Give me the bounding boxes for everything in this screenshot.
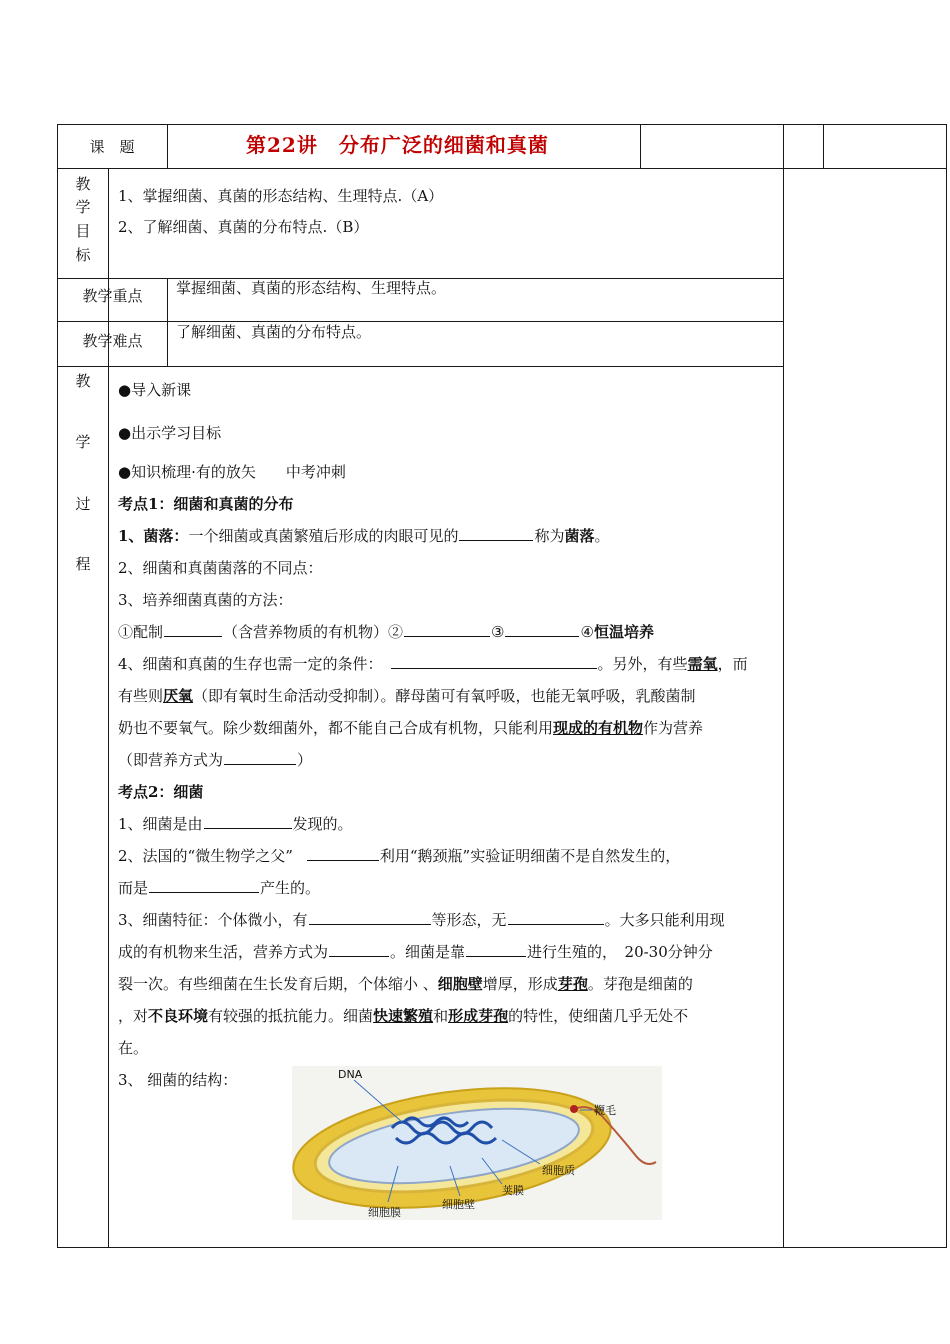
s2-line-8: 在。	[118, 1039, 149, 1057]
s2-line-9: 3、 细菌的结构：	[118, 1071, 238, 1089]
s2-line-5: 成的有机物来生活，营养方式为 。细菌是靠 进行生殖的， 20-30分钟分	[118, 943, 713, 961]
bacteria-diagram	[292, 1066, 662, 1220]
difficulty-text: 了解细菌、真菌的分布特点。	[176, 323, 372, 341]
difficulty-label: 教学难点	[82, 332, 143, 350]
page: 课 题 第22讲 分布广泛的细菌和真菌 教 学 目 标 1、掌握细菌、真菌的形态结构、生理特点.（A） 2、了解细菌、真菌的分布特点.（B） 教学重点 掌握细菌、真菌的形态结构、生理特点。 教学难点 了解细菌、真菌的分布特点。 教 学 过 程 ●导入新课 ●出示学习目标 ●知识梳理·有的放矢 中考冲刺 考点1：细菌和真菌的分布 1、菌落：一个细菌或真菌繁殖后形成的肉眼可见的 称为菌落。 2、细菌和真菌菌落的不同点： 3、培养细菌真菌的方法： ①配制 （含营养物质的有机物）② ③ ④恒温培养 4、细菌和真菌的生存也需一定的条件： 。另外，有些需氧，而 有些则厌氧（即有氧时生命活动受抑制）。酵母菌可有氧呼吸，也能无氧呼吸，乳酸菌制 奶也不要氧气。除少数细菌外，都不能自己合成有机物，只能利用现成的有机物作为营养 （即营养方式为 ） 考点2：细菌 1、细菌是由 发现的。 2、法国的“微生物学之父” 利用“鹅颈瓶”实验证明细菌不是自然发生的， 而是 产生的。 3、细菌特征：个体微小，有 等形态，无 。大多只能利用现 成的有机物来生活，营养方式为 。细菌是靠 进行生殖的， 20-30分钟分 裂一次。有些细菌在生长发育后期，个体缩小 、细胞壁增厚，形成芽孢。芽孢是细菌的 ，对不良环境有较强的抵抗能力。细菌快速繁殖和形成芽孢的特性，使细菌几乎无处不 在。 3、 细菌的结构： DNA 鞭毛 细胞质 荚膜 细胞壁 细胞膜	[0, 0, 950, 1344]
s2-line-1: 1、细菌是由 发现的。	[118, 815, 353, 833]
label-flagellum: 鞭毛	[594, 1104, 616, 1117]
bullet-goals: ●出示学习目标	[118, 424, 222, 442]
s2-line-6: 裂一次。有些细菌在生长发育后期，个体缩小 、细胞壁增厚，形成芽孢。芽孢是细菌的	[118, 975, 693, 993]
key-point-text: 掌握细菌、真菌的形态结构、生理特点。	[176, 279, 447, 297]
bullet-intro: ●导入新课	[118, 381, 192, 399]
s2-line-2: 2、法国的“微生物学之父” 利用“鹅颈瓶”实验证明细菌不是自然发生的，	[118, 847, 681, 865]
bullet-review: ●知识梳理·有的放矢 中考冲刺	[118, 463, 346, 481]
s1-line-5: 4、细菌和真菌的生存也需一定的条件： 。另外，有些需氧，而	[118, 655, 748, 673]
label-cell-wall: 细胞壁	[442, 1198, 475, 1211]
s1-line-3: 3、培养细菌真菌的方法：	[118, 591, 293, 609]
s1-line-4: ①配制 （含营养物质的有机物）② ③ ④恒温培养	[118, 623, 654, 641]
s1-line-1: 1、菌落：一个细菌或真菌繁殖后形成的肉眼可见的 称为菌落。	[118, 527, 610, 545]
s1-line-6: 有些则厌氧（即有氧时生命活动受抑制）。酵母菌可有氧呼吸，也能无氧呼吸，乳酸菌制	[118, 687, 696, 705]
label-cytoplasm: 细胞质	[542, 1164, 575, 1177]
key-point-label: 教学重点	[82, 287, 143, 305]
s1-line-2: 2、细菌和真菌菌落的不同点：	[118, 559, 323, 577]
label-capsule: 荚膜	[502, 1184, 524, 1197]
objective-item-1: 1、掌握细菌、真菌的形态结构、生理特点.（A）	[118, 187, 444, 205]
s1-line-7: 奶也不要氧气。除少数细菌外，都不能自己合成有机物，只能利用现成的有机物作为营养	[118, 719, 704, 737]
s1-line-8: （即营养方式为 ）	[118, 751, 313, 769]
objective-item-2: 2、了解细菌、真菌的分布特点.（B）	[118, 218, 369, 236]
subject-label: 课 题	[89, 138, 135, 156]
s2-line-7: ，对不良环境有较强的抵抗能力。细菌快速繁殖和形成芽孢的特性，使细菌几乎无处不	[118, 1007, 689, 1025]
s2-line-4: 3、细菌特征：个体微小，有 等形态，无 。大多只能利用现	[118, 911, 725, 929]
section-heading-1: 考点1：细菌和真菌的分布	[118, 495, 294, 513]
bacteria-illustration	[292, 1066, 662, 1220]
section-heading-2: 考点2：细菌	[118, 783, 204, 801]
page-title: 第22讲 分布广泛的细菌和真菌	[246, 133, 549, 157]
label-dna: DNA	[338, 1068, 363, 1081]
s2-line-3: 而是 产生的。	[118, 879, 321, 897]
label-cell-membrane: 细胞膜	[368, 1206, 401, 1219]
